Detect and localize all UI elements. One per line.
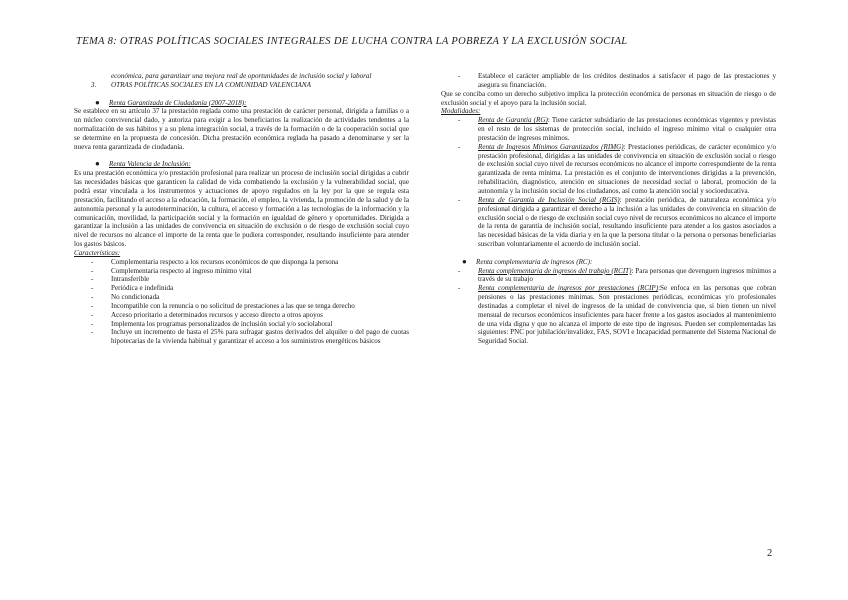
modalidad-title: Renta de Ingresos Mínimos Garantizados (RIMG) — [478, 142, 624, 151]
dash-icon: - — [458, 195, 461, 204]
rci-item-text: :Se enfoca en las personas que cobran pensiones o las prestaciones mínimas. Son prestaciones periódicas, económicas y/o profesionales destinadas a completar el nivel de ingresos de la unidad de convivencia que, si bien tienen un nivel mensual de recursos económicos insuficientes para hacer frente a los gastos asociados al mantenimiento de una vida digna y que no alcanza el importe de este tipo de ingresos. Pueden ser complementadas las siguientes: PNC por jubilación/invalidez, FAS, SOVI e Incapacidad permanente del Sistema Nacional de Seguridad Social. — [478, 284, 776, 346]
list-item — [441, 143, 776, 196]
dash-icon: - — [458, 116, 461, 125]
dash-icon: - — [458, 142, 461, 151]
modalidad-text: : Prestaciones periódicas, de carácter económico y/o prestación profesional, dirigidas a las unidades de convivencia en situación de exclusión social o riesgo de exclusión social cuyo nivel de recursos económicos no alcance el importe correspondiente de la renta garantizada de renta mínima. La prestación es el conjunto de intervenciones dirigidas a la prevención, rehabilitación, diagnóstico, atención en situaciones de necesidad social o laboral, promoción de la autonomía y la inclusión social de los ciudadanos, así como la atención social y socioeducativa. — [478, 142, 776, 195]
dash-icon: - — [91, 293, 94, 302]
dash-icon: - — [458, 72, 461, 80]
list-item: - Periódica e indefinida — [74, 284, 409, 293]
modalidad-title: Renta de Garantía de Inclusión Social (RGIS) — [478, 195, 620, 204]
list-item: - Incluye un incremento de hasta el 25% para sufragar gastos derivados del alquiler o del pago de cuotas hipotecarias de la vivienda habitual y garantizar el acceso a los suministros energéticos básicos — [74, 328, 409, 346]
dash-icon: - — [91, 310, 94, 319]
rci-item-text: : Para personas que devenguen ingresos mínimos a través de su trabajo — [478, 266, 776, 284]
list-item: - Acceso prioritario a determinados recursos y acceso directo a otros apoyos — [74, 311, 409, 320]
dash-icon: - — [91, 284, 94, 293]
dash-icon: - — [91, 257, 94, 266]
dash-icon: - — [458, 266, 461, 275]
rci-heading — [441, 258, 776, 267]
modalidad-text: : prestación periódica, de naturaleza económica y/o profesional dirigida a garantizar el derecho a la inclusión a las unidades de convivencia en situación de exclusión social o de riesgo de exclusión social cuyo nivel de recursos económicos no alcance el importe de la renta de garantía de inclusión social, resultando insuficiente para atender a los gastos asociados a las necesidad básicas de la vida diaria y en la que la persona titular o la persona o personas beneficiarias suscriban voluntariamente el acuerdo de inclusión social. — [478, 195, 776, 249]
rgc-title: Renta Garantizada de Ciudadanía (2007-2018): — [109, 98, 247, 107]
dash-icon: - — [91, 319, 94, 328]
section-3-heading — [74, 81, 409, 90]
modalidad-title: Renta de Garantía (RG) — [478, 116, 548, 125]
list-item: - Implementa los programas personalizados de inclusión social y/o sociolaboral — [74, 320, 409, 329]
modalidad-text: : Tiene carácter subsidiario de las prestaciones económicas vigentes y previstas en el resto de los sistemas de protección social, incluido el ingreso mínimo vital o cualquier otra prestación de ingresos mínimos. — [478, 116, 776, 142]
rci-title: Renta complementaria de ingresos (RC): — [476, 257, 593, 266]
bullet-icon: ● — [462, 256, 467, 266]
list-item — [441, 116, 776, 143]
list-item — [441, 267, 776, 285]
rvi-title: Renta Valencia de Inclusión: — [109, 160, 191, 169]
left-column — [74, 72, 409, 346]
rci-item-title: Renta complementaria de ingresos por prestaciones (RCIP) — [478, 284, 659, 293]
dash-icon: - — [91, 328, 94, 337]
derecho-paragraph: Que se conciba como un derecho subjetivo implica la protección económica de personas en situación de riesgo o de exclusión social y el apoyo para la inclusión social. — [441, 89, 776, 107]
list-item: - Complementaria respecto a los recursos económicos de que disponga la persona — [74, 258, 409, 267]
rvi-heading — [74, 160, 409, 169]
intro-continuation: económica, para garantizar una mejora real de oportunidades de inclusión social y laboral — [111, 72, 372, 80]
list-item: - Intransferible — [74, 275, 409, 284]
bullet-icon: ● — [95, 159, 100, 169]
modalidades-heading: Modalidades: — [441, 107, 481, 116]
right-column — [441, 72, 776, 346]
list-item: - Establece el carácter ampliable de los créditos destinados a satisfacer el pago de las prestaciones y asegura su financiación. — [441, 72, 776, 90]
caracteristicas-heading: Características: — [74, 248, 121, 257]
rgc-paragraph: Se establece en su artículo 37 la prestación reglada como una prestación de carácter personal, dirigida a familias o a un núcleo convivencial dado, y autoriza para exigir a los beneficiarios la realización de actividades tendentes a la normalización de sus hábitos y a su plena integración social, a través de la formación o de la cooperación social que se determine en la propuesta de concesión. Dicha prestación económica reglada ha pasado a denominarse y ser la nueva renta garantizada de ciudadanía. — [74, 107, 409, 151]
list-item: - Complementaria respecto al ingreso mínimo vital — [74, 267, 409, 276]
page-number: 2 — [767, 548, 773, 559]
dash-icon: - — [91, 275, 94, 284]
bullet-icon: ● — [95, 97, 100, 107]
dash-icon: - — [91, 301, 94, 310]
list-item — [441, 196, 776, 249]
rci-item-title: Renta complementaria de ingresos del trabajo (RCIT) — [478, 266, 632, 275]
section-title: OTRAS POLÍTICAS SOCIALES EN LA COMUNIDAD VALENCIANA — [111, 80, 311, 89]
caracteristicas-list — [74, 258, 409, 346]
rgc-heading — [74, 99, 409, 108]
list-item: - Incompatible con la renuncia o no solicitud de prestaciones a las que se tenga derecho — [74, 302, 409, 311]
list-item — [441, 284, 776, 346]
page-header: TEMA 8: OTRAS POLÍTICAS SOCIALES INTEGRALES DE LUCHA CONTRA LA POBREZA Y LA EXCLUSIÓN SOCIAL — [76, 36, 628, 47]
dash-icon: - — [458, 284, 461, 293]
rci-list — [441, 267, 776, 347]
dash-icon: - — [91, 266, 94, 275]
top-list — [441, 72, 776, 90]
modalidades-list — [441, 116, 776, 249]
rvi-paragraph: Es una prestación económica y/o prestación profesional para realizar un proceso de inclusión social dirigidas a cubrir las necesidades básicas que garanticen la calidad de vida combatiendo la exclusión y la vulnerabilidad social, que podrá estar vinculada a los instrumentos y actuaciones de apoyo regulados en la ley por la que se regula esta prestación, facilitando el acceso a la educación, la formación, el empleo, la vivienda, la promoción de la salud y de la autonomía personal y la autodeterminación, la cultura, el acceso y formación a las tecnologías de la información y la comunicación, movilidad, la participación social y la formación en igualdad de género y oportunidades. Dirigida a garantizar la inclusión a las unidades de convivencia en situación de exclusión o de riesgo de exclusión social cuyo nivel de recursos no alcance el importe de la renta que le pudiera corresponder, resultando insuficiente para atender los gastos básicos. — [74, 169, 409, 249]
list-item: - No condicionada — [74, 293, 409, 302]
section-number: 3. — [91, 80, 97, 89]
